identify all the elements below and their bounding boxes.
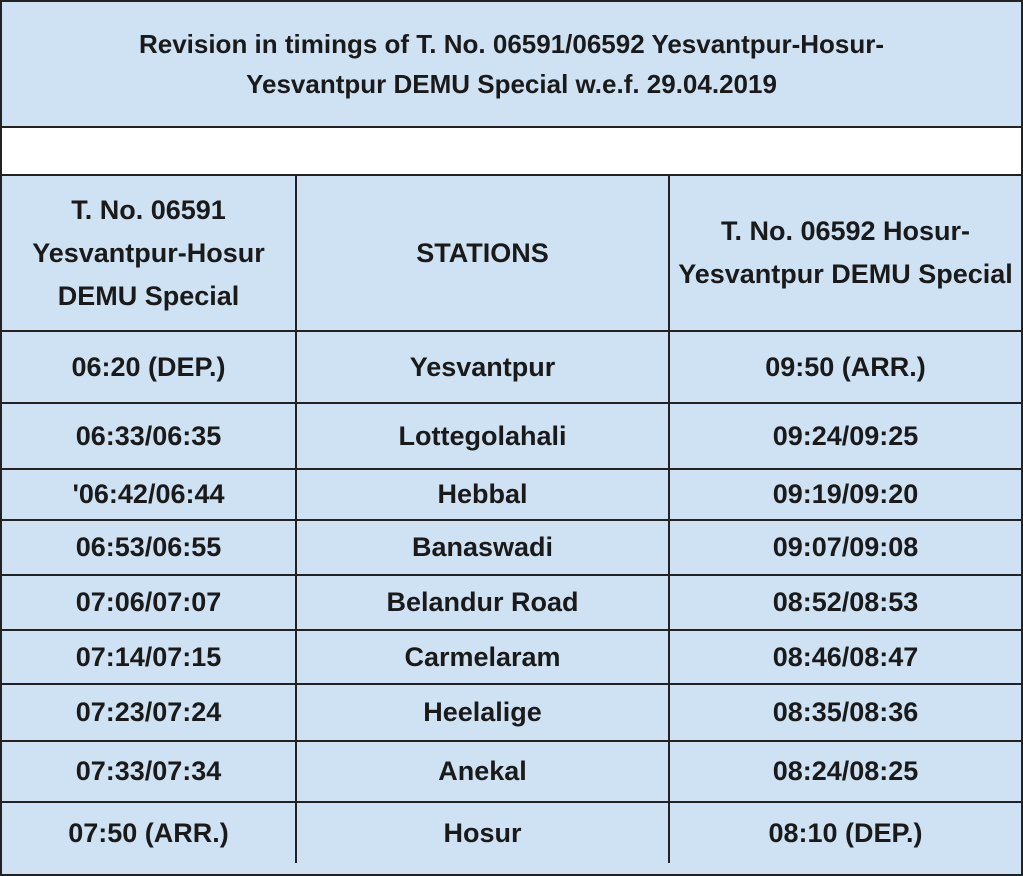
station-cell: Anekal [296,741,669,802]
table-row [2,331,1021,403]
station-cell: Belandur Road [296,575,669,630]
station-cell: Yesvantpur [296,331,669,403]
table-row [2,520,1021,575]
timetable [2,176,1021,863]
table-row [2,630,1021,684]
down-time-cell: 09:24/09:25 [669,403,1021,469]
down-time-cell: 08:24/08:25 [669,741,1021,802]
column-header-down-train: T. No. 06592 Hosur-Yesvantpur DEMU Special [669,176,1021,331]
table-row [2,469,1021,520]
table-row [2,575,1021,630]
table-row [2,802,1021,863]
station-cell: Carmelaram [296,630,669,684]
table-row [2,684,1021,741]
down-time-cell: 09:50 (ARR.) [669,331,1021,403]
up-time-cell: 06:53/06:55 [2,520,296,575]
station-cell: Hosur [296,802,669,863]
header-row [2,176,1021,331]
up-time-cell: 06:20 (DEP.) [2,331,296,403]
column-header-up-train: T. No. 06591 Yesvantpur-Hosur DEMU Special [2,176,296,331]
up-time-cell: 06:33/06:35 [2,403,296,469]
up-time-cell: '06:42/06:44 [2,469,296,520]
down-time-cell: 08:46/08:47 [669,630,1021,684]
table-row [2,741,1021,802]
timetable-body [2,331,1021,863]
up-time-cell: 07:14/07:15 [2,630,296,684]
down-time-cell: 09:07/09:08 [669,520,1021,575]
station-cell: Banaswadi [296,520,669,575]
up-time-cell: 07:33/07:34 [2,741,296,802]
up-time-cell: 07:06/07:07 [2,575,296,630]
up-time-cell: 07:50 (ARR.) [2,802,296,863]
table-row [2,403,1021,469]
down-time-cell: 09:19/09:20 [669,469,1021,520]
station-cell: Lottegolahali [296,403,669,469]
down-time-cell: 08:10 (DEP.) [669,802,1021,863]
down-time-cell: 08:35/08:36 [669,684,1021,741]
station-cell: Heelalige [296,684,669,741]
up-time-cell: 07:23/07:24 [2,684,296,741]
station-cell: Hebbal [296,469,669,520]
spacer-row [2,128,1021,176]
timetable-title: Revision in timings of T. No. 06591/06592 Yesvantpur-Hosur-Yesvantpur DEMU Special w.e.f. 29.04.2019 [2,2,1021,128]
down-time-cell: 08:52/08:53 [669,575,1021,630]
column-header-stations: STATIONS [296,176,669,331]
